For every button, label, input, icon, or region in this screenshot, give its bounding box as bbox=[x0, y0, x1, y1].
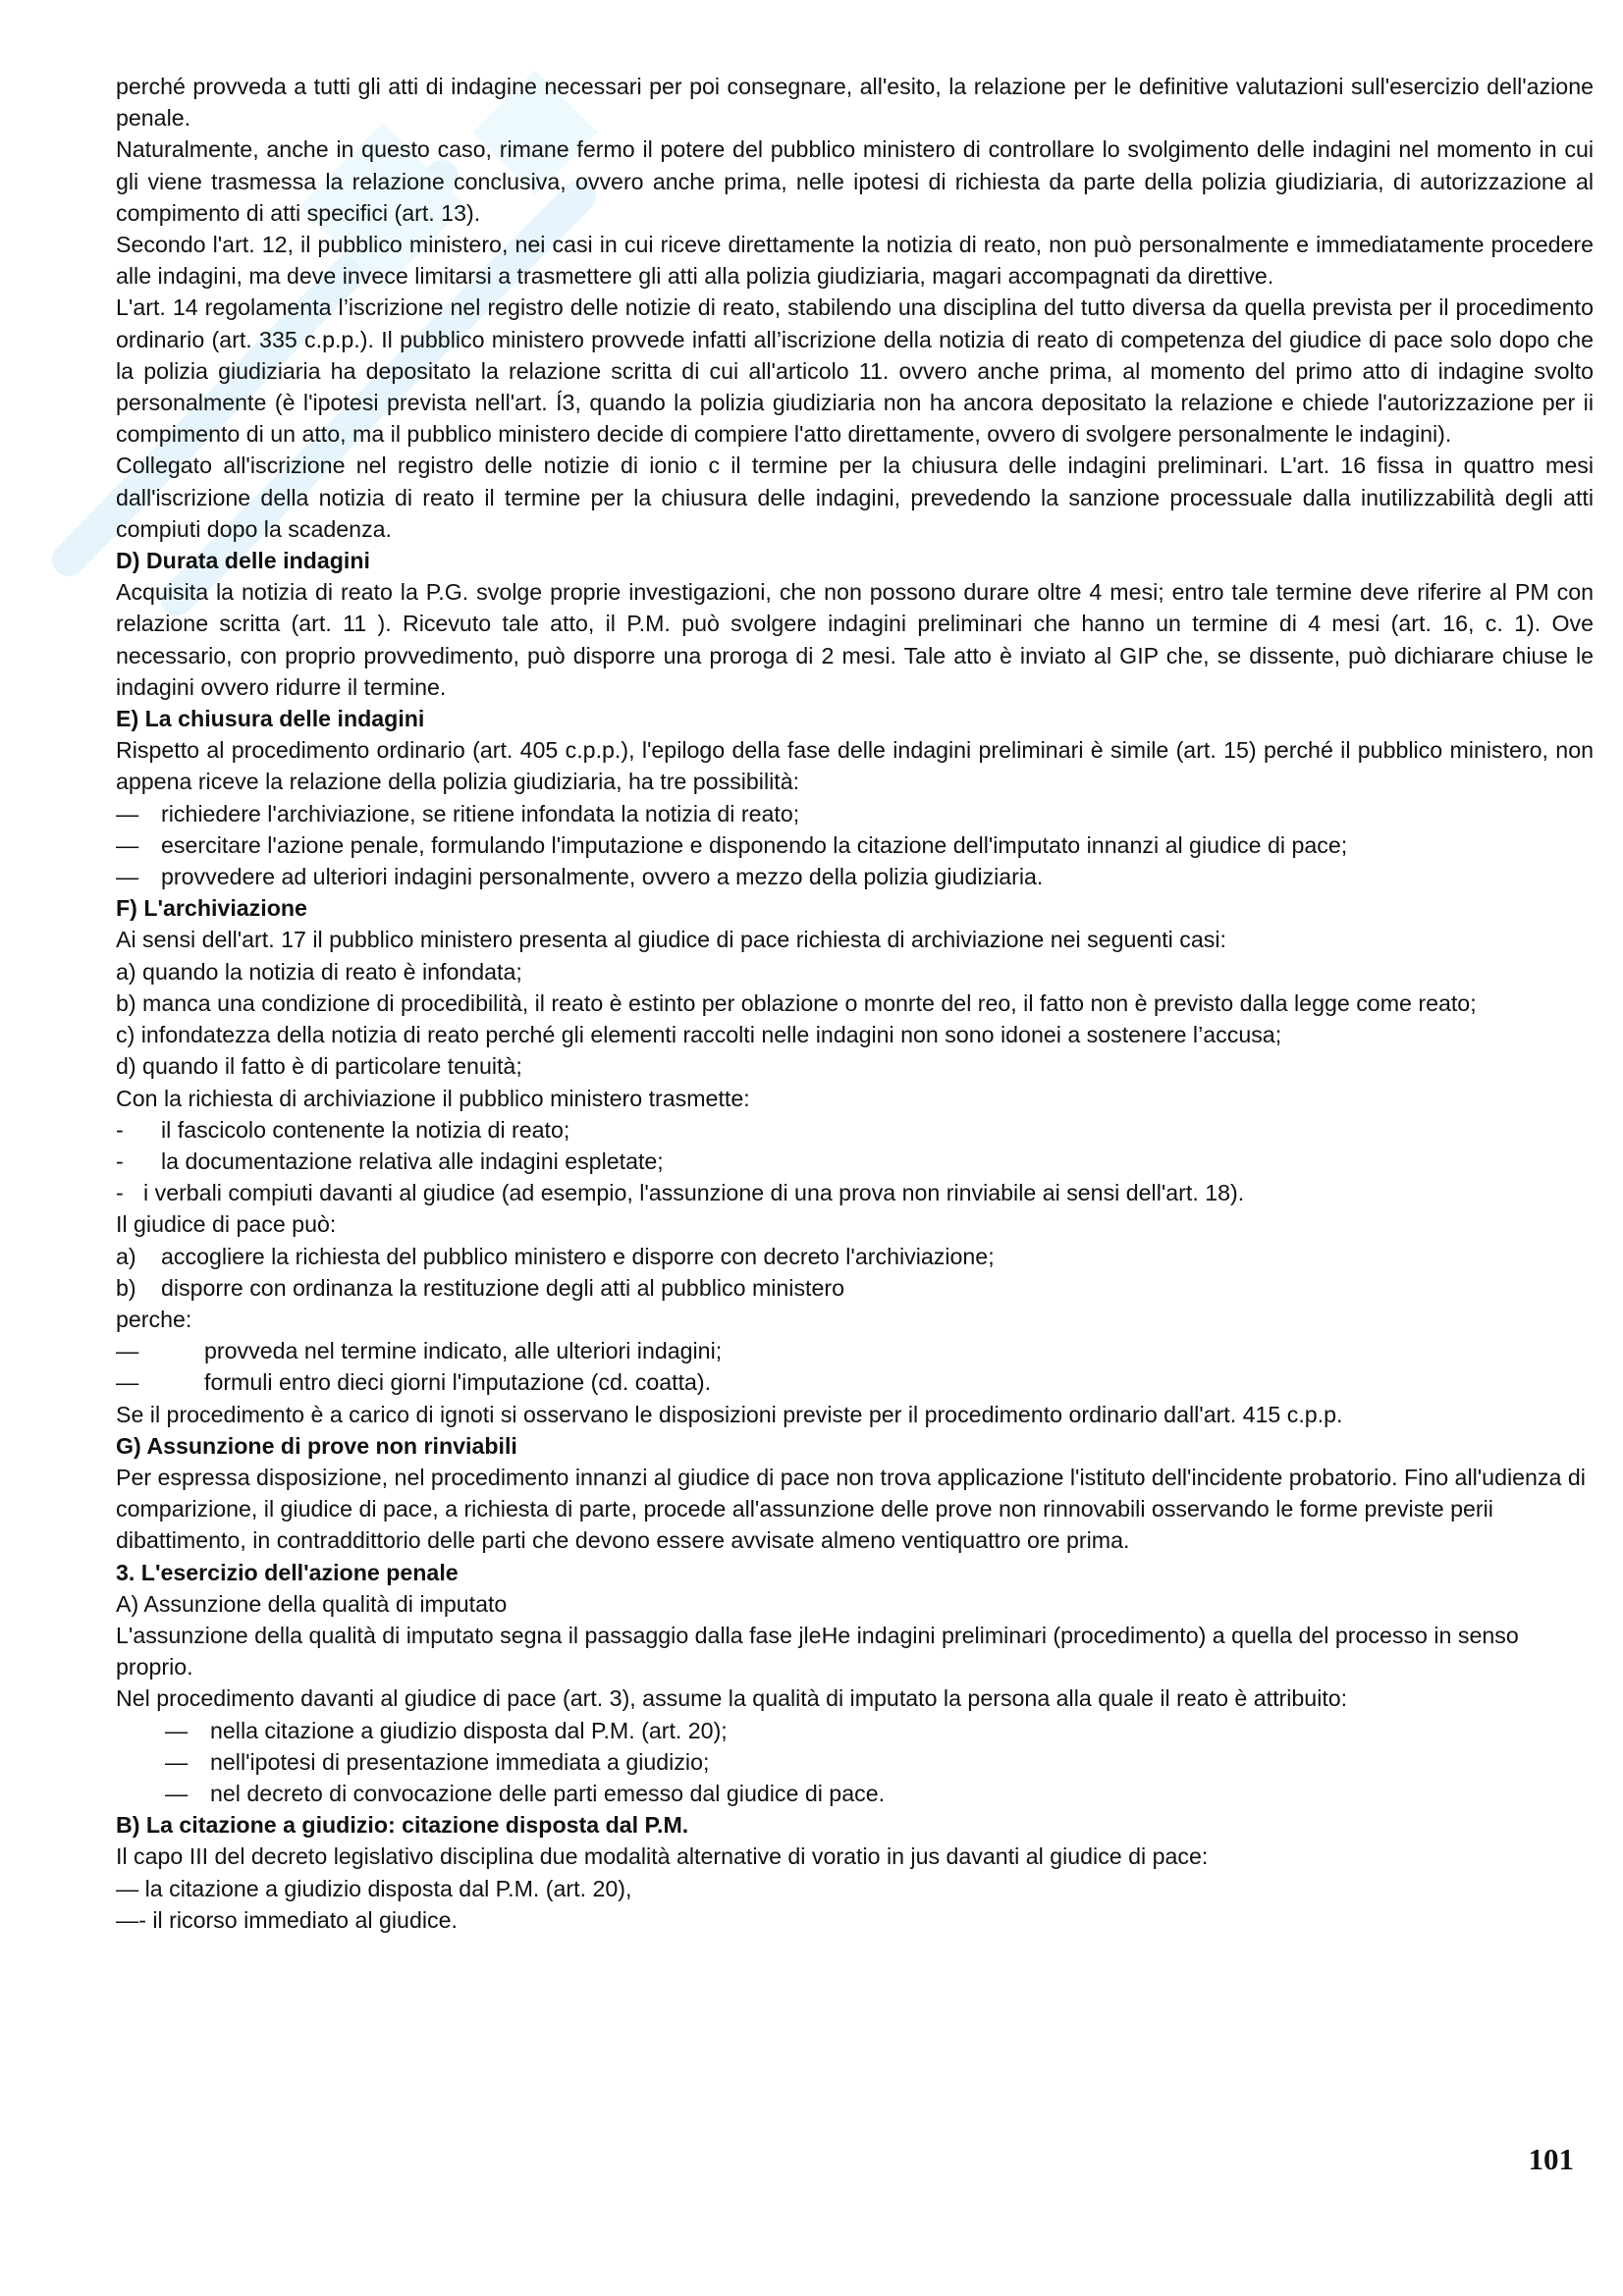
list-item bbox=[116, 829, 1594, 861]
list-item bbox=[116, 1746, 1594, 1778]
paragraph: Acquisita la notizia di reato la P.G. svolge proprie investigazioni, che non possono durare oltre 4 mesi; entro tale termine deve riferire al PM con relazione scritta (art. 11 ). Ricevuto tale atto, il P.M. può svolgere indagini preliminari che hanno un termine di 4 mesi (art. 16, c. 1). Ove necessario, con proprio provvedimento, può disporre una proroga di 2 mesi. Tale atto è inviato al GIP che, se dissente, può dichiarare chiuse le indagini ovvero ridurre il termine. bbox=[116, 579, 1594, 700]
paragraph: Nel procedimento davanti al giudice di pace (art. 3), assume la qualità di imputato la persona alla quale il reato è attribuito: bbox=[116, 1685, 1348, 1712]
list-item-text: nel decreto di convocazione delle parti emesso dal giudice di pace. bbox=[210, 1780, 886, 1806]
paragraph: Se il procedimento è a carico di ignoti si osservano le disposizioni previste per il procedimento ordinario dall'art. 415 c.p.p. bbox=[116, 1401, 1343, 1427]
list-marker: — bbox=[116, 831, 139, 858]
list-marker: — bbox=[116, 800, 139, 827]
list-item-text: provvedere ad ulteriori indagini personalmente, ovvero a mezzo della polizia giudiziaria. bbox=[161, 864, 1044, 890]
list-item bbox=[116, 1272, 1594, 1304]
subsection-heading: A) Assunzione della qualità di imputato bbox=[116, 1590, 508, 1617]
paragraph: Il capo III del decreto legislativo disciplina due modalità alternative di voratio in jus davanti al giudice di pace: bbox=[116, 1843, 1209, 1870]
list-marker: - bbox=[116, 1116, 124, 1143]
list-item-text: i verbali compiuti davanti al giudice (ad esempio, l'assunzione di una prova non rinviabile ai sensi dell'art. 18). bbox=[143, 1180, 1245, 1206]
list-marker: — bbox=[165, 1780, 189, 1806]
list-item-text: richiedere l'archiviazione, se ritiene infondata la notizia di reato; bbox=[161, 800, 800, 827]
list-item bbox=[116, 1241, 1594, 1272]
section-heading: G) Assunzione di prove non rinviabili bbox=[116, 1432, 517, 1459]
list-marker: — bbox=[165, 1717, 189, 1743]
list-item-text: nella citazione a giudizio disposta dal P.M. (art. 20); bbox=[210, 1717, 728, 1743]
paragraph: Rispetto al procedimento ordinario (art. 405 c.p.p.), l'epilogo della fase delle indagini preliminari è simile (art. 15) perché il pubblico ministero, non appena riceve la relazione della polizia giudiziaria, ha tre possibilità: bbox=[116, 737, 1594, 795]
list-item: b) manca una condizione di procedibilità, il reato è estinto per oblazione o monrte del reo, il fatto non è previsto dalla legge come reato; bbox=[116, 989, 1477, 1016]
paragraph: Per espressa disposizione, nel procedimento innanzi al giudice di pace non trova applicazione l'istituto dell'incidente probatorio. Fino all'udienza di comparizione, il giudice di pace, a richiesta di parte, procede all'assunzione delle prove non rinnovabili osservando le forme previste perii dibattimento, in contraddittorio delle parti che devono essere avvisate almeno ventiquattro ore prima. bbox=[116, 1464, 1586, 1554]
paragraph: L'art. 14 regolamenta l’iscrizione nel registro delle notizie di reato, stabilendo una disciplina del tutto diversa da quella prevista per il procedimento ordinario (art. 335 c.p.p.). Il pubblico ministero provvede infatti all’iscrizione della notizia di reato di competenza del giudice di pace solo dopo che la polizia giudiziaria ha depositato la relazione scritta di cui all'articolo 11. ovvero anche prima, al momento del primo atto di indagine svolto personalmente (è l'ipotesi prevista nell'art. Í3, quando la polizia giudiziaria non ha ancora depositato la relazione e chiede l'autorizzazione per ii compimento di un atto, ma il pubblico ministero decide di compiere l'atto direttamente, ovvero di svolgere personalmente le indagini). bbox=[116, 294, 1594, 448]
list-item bbox=[116, 861, 1594, 892]
paragraph: Secondo l'art. 12, il pubblico ministero, nei casi in cui riceve direttamente la notizia di reato, non può personalmente e immediatamente procedere alle indagini, ma deve invece limitarsi a trasmettere gli atti alla polizia giudiziaria, magari accompagnati da direttive. bbox=[116, 232, 1594, 290]
list-item: c) infondatezza della notizia di reato perché gli elementi raccolti nelle indagini non sono idonei a sostenere l’accusa; bbox=[116, 1022, 1282, 1048]
paragraph: Collegato all'iscrizione nel registro delle notizie di ionio c il termine per la chiusura delle indagini preliminari. L'art. 16 fissa in quattro mesi dall'iscrizione della notizia di reato il termine per la chiusura delle indagini, prevedendo la sanzione processuale dalla inutilizzabilità degli atti compiuti dopo la scadenza. bbox=[116, 453, 1594, 542]
list-item-text: accogliere la richiesta del pubblico ministero e disporre con decreto l'archiviazione; bbox=[161, 1243, 995, 1269]
page-number: 101 bbox=[1528, 2142, 1574, 2176]
list-item: — la citazione a giudizio disposta dal P.M. (art. 20), bbox=[116, 1875, 632, 1901]
paragraph: Ai sensi dell'art. 17 il pubblico ministero presenta al giudice di pace richiesta di archiviazione nei seguenti casi: bbox=[116, 927, 1226, 953]
list-item-text: esercitare l'azione penale, formulando l'imputazione e disponendo la citazione dell'imputato innanzi al giudice di pace; bbox=[161, 831, 1348, 858]
list-item: a) quando la notizia di reato è infondata; bbox=[116, 958, 522, 985]
list-marker: - bbox=[116, 1148, 124, 1174]
list-item bbox=[116, 1335, 1594, 1366]
paragraph: Con la richiesta di archiviazione il pubblico ministero trasmette: bbox=[116, 1085, 750, 1111]
list-item bbox=[116, 1146, 1594, 1177]
list-item bbox=[116, 1778, 1594, 1809]
list-marker: — bbox=[116, 1369, 139, 1396]
document-page bbox=[116, 71, 1594, 1936]
list-item-text: disporre con ordinanza la restituzione degli atti al pubblico ministero bbox=[161, 1274, 845, 1301]
paragraph: perche: bbox=[116, 1306, 192, 1332]
list-item bbox=[116, 1715, 1594, 1746]
list-item bbox=[116, 798, 1594, 829]
list-item: d) quando il fatto è di particolare tenuità; bbox=[116, 1053, 522, 1080]
list-item bbox=[116, 1114, 1594, 1146]
section-heading: E) La chiusura delle indagini bbox=[116, 706, 425, 732]
list-marker: — bbox=[116, 864, 139, 890]
paragraph: perché provveda a tutti gli atti di indagine necessari per poi consegnare, all'esito, la relazione per le definitive valutazioni sull'esercizio dell'azione penale. bbox=[116, 74, 1594, 132]
list-marker: — bbox=[165, 1748, 189, 1775]
chapter-heading: 3. L'esercizio dell'azione penale bbox=[116, 1559, 459, 1585]
list-item-text: formuli entro dieci giorni l'imputazione (cd. coatta). bbox=[204, 1369, 712, 1396]
list-item-text: provveda nel termine indicato, alle ulteriori indagini; bbox=[204, 1338, 723, 1364]
paragraph: Il giudice di pace può: bbox=[116, 1211, 337, 1238]
list-marker: a) bbox=[116, 1243, 136, 1269]
list-item bbox=[116, 1177, 1594, 1208]
list-item-text: la documentazione relativa alle indagini espletate; bbox=[161, 1148, 664, 1174]
section-heading: D) Durata delle indagini bbox=[116, 548, 370, 574]
section-heading: F) L'archiviazione bbox=[116, 895, 307, 922]
paragraph: L'assunzione della qualità di imputato segna il passaggio dalla fase jleHe indagini preliminari (procedimento) a quella del processo in senso proprio. bbox=[116, 1622, 1519, 1681]
list-item bbox=[116, 1366, 1594, 1398]
list-item-text: il fascicolo contenente la notizia di reato; bbox=[161, 1116, 570, 1143]
list-marker: - bbox=[116, 1180, 124, 1206]
paragraph: Naturalmente, anche in questo caso, rimane fermo il potere del pubblico ministero di controllare lo svolgimento delle indagini nel momento in cui gli viene trasmessa la relazione conclusiva, ovvero anche prima, nelle ipotesi di richiesta da parte della polizia giudiziaria, di autorizzazione al compimento di atti specifici (art. 13). bbox=[116, 136, 1594, 226]
section-heading: B) La citazione a giudizio: citazione disposta dal P.M. bbox=[116, 1812, 689, 1839]
list-marker: — bbox=[116, 1338, 139, 1364]
list-marker: b) bbox=[116, 1274, 136, 1301]
list-item-text: nell'ipotesi di presentazione immediata a giudizio; bbox=[210, 1748, 710, 1775]
list-item: —- il ricorso immediato al giudice. bbox=[116, 1906, 458, 1933]
